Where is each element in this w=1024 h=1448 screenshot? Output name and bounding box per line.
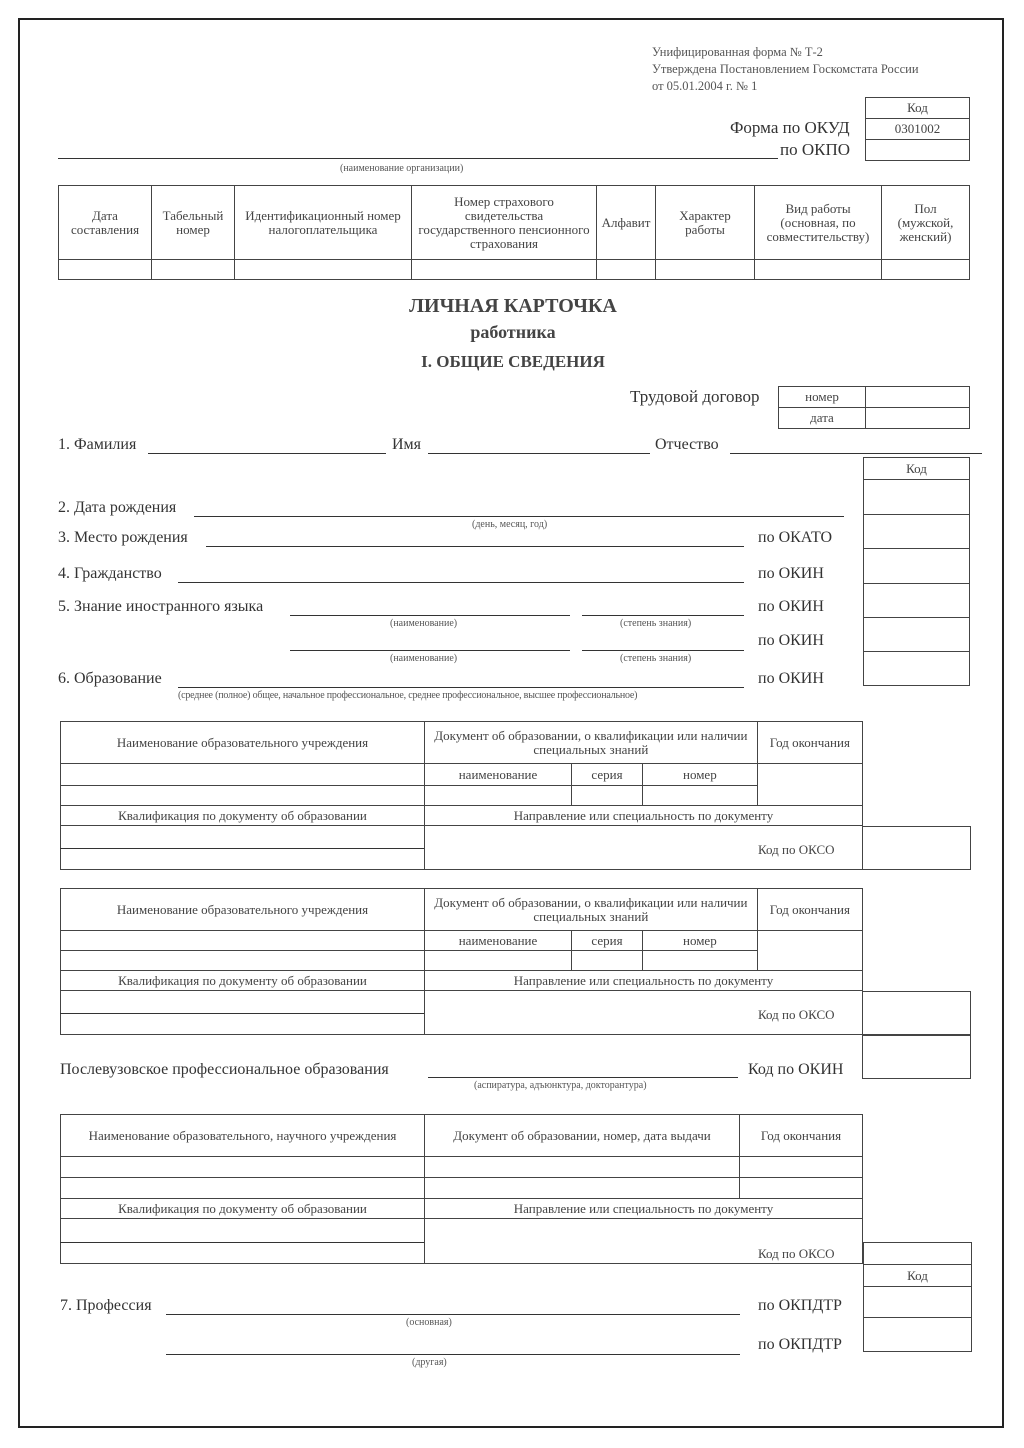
edu2-doc-number-cell[interactable]: [643, 951, 758, 971]
edu2-year-header: Год окончания: [757, 889, 862, 931]
edu1-institution-cell-1[interactable]: [61, 764, 425, 786]
edu1-okso-code[interactable]: [862, 826, 971, 870]
surname-label: 1. Фамилия: [58, 436, 137, 453]
edu2-document-header: Документ об образовании, о квалификации или наличии специальных знаний: [425, 889, 758, 931]
edu2-qualification-header: Квалификация по документу об образовании: [61, 971, 425, 991]
top-info-table: [58, 185, 970, 280]
okud-label: Форма по ОКУД: [730, 118, 850, 137]
cell-gender[interactable]: [882, 260, 970, 280]
name-label: Имя: [392, 436, 422, 453]
profession-main-caption: (основная): [406, 1317, 452, 1328]
form-info: [652, 44, 919, 95]
col-tab-number: Табельный номер: [152, 186, 235, 260]
edu1-institution-cell-2[interactable]: [61, 786, 425, 806]
org-caption: (наименование организации): [340, 163, 464, 174]
header-code-label: Код: [866, 98, 970, 119]
code-education[interactable]: [864, 652, 970, 686]
edu1-doc-name-header: наименование: [425, 764, 572, 786]
pg-direction-header: Направление или специальность по документу: [425, 1199, 863, 1219]
profession-main-code[interactable]: [864, 1287, 972, 1318]
cell-alphabet[interactable]: [597, 260, 656, 280]
pg-qualification-header: Квалификация по документу об образовании: [61, 1199, 425, 1219]
edu1-okso-label: Код по ОКСО: [758, 842, 835, 857]
postgrad-table: [60, 1114, 863, 1219]
language-label: 5. Знание иностранного языка: [58, 598, 264, 615]
profession-other-code[interactable]: [864, 1318, 972, 1352]
pg-document-header: Документ об образовании, номер, дата выдачи: [425, 1115, 740, 1157]
postgrad-okin-label: Код по ОКИН: [748, 1061, 844, 1078]
edu2-institution-cell-1[interactable]: [61, 931, 425, 951]
language-okin-label-2: по ОКИН: [758, 632, 824, 649]
pg-year-cell-2[interactable]: [740, 1178, 863, 1199]
cell-inn[interactable]: [235, 260, 412, 280]
okato-label: по ОКАТО: [758, 529, 833, 546]
edu2-okso-code[interactable]: [862, 991, 971, 1035]
postgrad-caption: (аспиратура, адъюнктура, докторантура): [474, 1080, 647, 1091]
edu2-doc-series-cell[interactable]: [572, 951, 643, 971]
education-line[interactable]: [178, 687, 744, 688]
col-gender: Пол (мужской, женский): [882, 186, 970, 260]
language-name-caption-1: (наименование): [390, 618, 458, 629]
pg-qualification-divider: [60, 1242, 425, 1243]
pg-qualification-box[interactable]: [60, 1218, 425, 1264]
language-degree-line-2[interactable]: [582, 650, 744, 651]
col-date: Дата составления: [59, 186, 152, 260]
edu1-doc-number-cell[interactable]: [643, 786, 758, 806]
edu2-doc-number-header: номер: [643, 931, 758, 951]
edu1-qualification-divider: [60, 848, 425, 849]
col-inn: Идентификационный номер налогоплательщика: [235, 186, 412, 260]
birth-date-caption: (день, месяц, год): [472, 519, 548, 530]
pg-document-cell-2[interactable]: [425, 1178, 740, 1199]
edu2-doc-name-header: наименование: [425, 931, 572, 951]
col-snils: Номер страхового свидетельства государственного пенсионного страхования: [412, 186, 597, 260]
postgrad-label: Послевузовское профессиональное образования: [60, 1061, 389, 1078]
edu1-qualification-header: Квалификация по документу об образовании: [61, 806, 425, 826]
edu1-institution-header: Наименование образовательного учреждения: [61, 722, 425, 764]
fields-code-label: Код: [864, 458, 970, 480]
pg-document-cell-1[interactable]: [425, 1157, 740, 1178]
profession-other-line[interactable]: [166, 1354, 740, 1355]
code-birth-date[interactable]: [864, 480, 970, 515]
birth-place-line[interactable]: [206, 546, 744, 547]
org-name-line[interactable]: [58, 158, 778, 159]
cell-work-character[interactable]: [656, 260, 755, 280]
cell-snils[interactable]: [412, 260, 597, 280]
profession-okpdtr-label-1: по ОКПДТР: [758, 1297, 842, 1314]
profession-main-line[interactable]: [166, 1314, 740, 1315]
pg-year-cell-1[interactable]: [740, 1157, 863, 1178]
header-code-table: [865, 97, 970, 161]
pg-year-header: Год окончания: [740, 1115, 863, 1157]
card-title: ЛИЧНАЯ КАРТОЧКА: [409, 295, 617, 317]
edu1-direction-header: Направление или специальность по документу: [425, 806, 863, 826]
language-degree-caption-1: (степень знания): [620, 618, 692, 629]
code-okato[interactable]: [864, 515, 970, 549]
language-okin-label-1: по ОКИН: [758, 598, 824, 615]
okpo-label: по ОКПО: [780, 140, 851, 159]
postgrad-okin-code[interactable]: [862, 1035, 971, 1079]
cell-date[interactable]: [59, 260, 152, 280]
education-caption: (среднее (полное) общее, начальное профессиональное, среднее профессиональное, высшее профессиональное): [178, 690, 638, 701]
citizenship-label: 4. Гражданство: [58, 565, 162, 582]
pg-institution-cell-1[interactable]: [61, 1157, 425, 1178]
edu2-qualification-divider: [60, 1013, 425, 1014]
fields-code-table: [863, 457, 970, 686]
edu1-doc-series-cell[interactable]: [572, 786, 643, 806]
language-name-caption-2: (наименование): [390, 653, 458, 664]
postgrad-line[interactable]: [428, 1077, 738, 1078]
education-table-2: [60, 888, 863, 991]
col-work-character: Характер работы: [656, 186, 755, 260]
col-alphabet: Алфавит: [597, 186, 656, 260]
edu1-doc-series-header: серия: [572, 764, 643, 786]
contract-label: Трудовой договор: [630, 387, 760, 406]
col-work-type: Вид работы (основная, по совместительству): [755, 186, 882, 260]
edu2-doc-series-header: серия: [572, 931, 643, 951]
form-line-2: Утверждена Постановлением Госкомстата России: [652, 62, 919, 76]
language-degree-line-1[interactable]: [582, 615, 744, 616]
birth-place-label: 3. Место рождения: [58, 529, 188, 546]
edu1-year-header: Год окончания: [757, 722, 862, 764]
form-line-1: Унифицированная форма № Т-2: [652, 45, 823, 59]
language-name-line-1[interactable]: [290, 615, 570, 616]
education-label: 6. Образование: [58, 670, 162, 687]
section-title: I. ОБЩИЕ СВЕДЕНИЯ: [421, 352, 605, 371]
code-citizenship[interactable]: [864, 549, 970, 584]
form-line-3: от 05.01.2004 г. № 1: [652, 79, 758, 93]
citizenship-okin-label: по ОКИН: [758, 565, 824, 582]
language-name-line-2[interactable]: [290, 650, 570, 651]
okud-value[interactable]: 0301002: [866, 119, 970, 140]
birth-date-label: 2. Дата рождения: [58, 499, 177, 516]
edu1-doc-name-cell[interactable]: [425, 786, 572, 806]
language-degree-caption-2: (степень знания): [620, 653, 692, 664]
code-language-1[interactable]: [864, 584, 970, 618]
pg-okso-label: Код по ОКСО: [758, 1246, 835, 1261]
okpo-value[interactable]: [866, 140, 970, 161]
edu2-institution-header: Наименование образовательного учреждения: [61, 889, 425, 931]
contract-table: [778, 386, 970, 429]
pg-institution-header: Наименование образовательного, научного учреждения: [61, 1115, 425, 1157]
profession-label: 7. Профессия: [60, 1297, 152, 1314]
cell-tab-number[interactable]: [152, 260, 235, 280]
profession-okpdtr-label-2: по ОКПДТР: [758, 1336, 842, 1353]
contract-number-value[interactable]: [866, 387, 970, 408]
edu2-year-cell[interactable]: [757, 931, 862, 971]
edu2-okso-label: Код по ОКСО: [758, 1007, 835, 1022]
contract-number-label: номер: [779, 387, 866, 408]
birth-date-line[interactable]: [194, 516, 844, 517]
citizenship-line[interactable]: [178, 582, 744, 583]
name-line[interactable]: [428, 453, 650, 454]
code-language-2[interactable]: [864, 618, 970, 652]
edu2-doc-name-cell[interactable]: [425, 951, 572, 971]
education-table-1: [60, 721, 863, 826]
card-subtitle: работника: [470, 322, 556, 342]
edu1-document-header: Документ об образовании, о квалификации или наличии специальных знаний: [425, 722, 758, 764]
profession-code-table: [863, 1242, 972, 1352]
edu1-doc-number-header: номер: [643, 764, 758, 786]
cell-work-type[interactable]: [755, 260, 882, 280]
edu1-year-cell[interactable]: [757, 764, 862, 806]
patronymic-label: Отчество: [655, 436, 719, 453]
education-okin-label: по ОКИН: [758, 670, 824, 687]
pg-okso-code[interactable]: [864, 1243, 972, 1265]
pg-institution-cell-2[interactable]: [61, 1178, 425, 1199]
profession-code-label: Код: [864, 1265, 972, 1287]
edu2-direction-header: Направление или специальность по документу: [425, 971, 863, 991]
contract-date-value[interactable]: [866, 408, 970, 429]
edu2-institution-cell-2[interactable]: [61, 951, 425, 971]
profession-other-caption: (другая): [412, 1357, 447, 1368]
surname-line[interactable]: [148, 453, 386, 454]
contract-date-label: дата: [779, 408, 866, 429]
patronymic-line[interactable]: [730, 453, 982, 454]
